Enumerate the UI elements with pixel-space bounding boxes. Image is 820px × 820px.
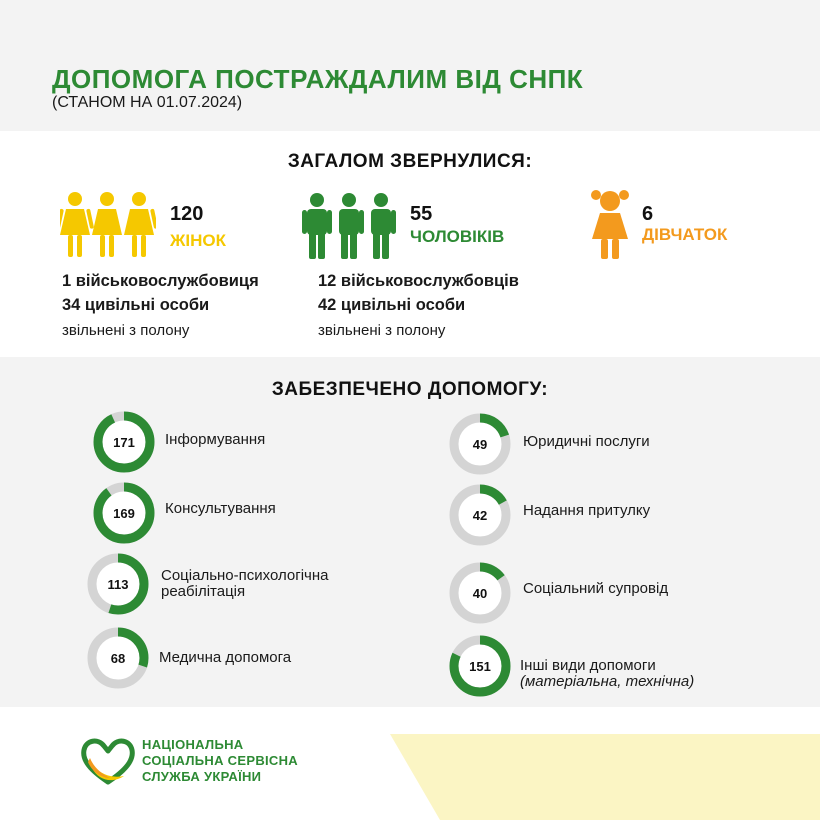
footer	[0, 707, 820, 820]
help-label: Соціальний супровід	[523, 580, 669, 597]
woman-figure-icon	[92, 192, 122, 257]
applied-heading: ЗАГАЛОМ ЗВЕРНУЛИСЯ:	[287, 151, 533, 172]
page-title: ДОПОМОГА ПОСТРАЖДАЛИМ ВІД СНПК	[52, 64, 584, 94]
help-label: Інші види допомоги (матеріальна, технічна)	[520, 657, 695, 690]
girls-count: 6	[642, 203, 654, 225]
help-label: Юридичні послуги	[523, 433, 650, 450]
help-heading: ЗАБЕЗПЕЧЕНО ДОПОМОГУ:	[271, 379, 549, 400]
help-value: 113	[107, 576, 129, 592]
org-name-line3: СЛУЖБА УКРАЇНИ	[142, 769, 262, 784]
help-label: Надання притулку	[523, 502, 651, 519]
women-group-icon	[60, 191, 156, 261]
women-count: 120	[170, 203, 204, 225]
help-label: Інформування	[165, 431, 266, 448]
header	[0, 0, 820, 131]
women-label: ЖІНОК	[170, 231, 226, 250]
women-released-note: звільнені з полону	[62, 322, 190, 339]
org-name-line1: НАЦІОНАЛЬНА	[142, 737, 244, 752]
help-value: 40	[472, 585, 488, 601]
man-figure-icon	[339, 193, 364, 259]
women-civilians: 34 цивільні особи	[62, 296, 210, 314]
help-label: Медична допомога	[159, 649, 292, 666]
help-value: 171	[113, 434, 135, 450]
woman-figure-icon	[60, 192, 94, 257]
men-civilians: 42 цивільні особи	[318, 296, 466, 314]
help-section	[0, 357, 820, 707]
help-label: Консультування	[165, 500, 276, 517]
help-label: Соціально-психологічна реабілітація	[161, 567, 329, 600]
men-military: 12 військовослужбовців	[318, 272, 519, 290]
men-label: ЧОЛОВІКІВ	[410, 227, 505, 246]
help-value: 151	[469, 658, 491, 674]
help-value: 42	[472, 507, 488, 523]
help-value: 169	[113, 505, 135, 521]
page-subtitle: (СТАНОМ НА 01.07.2024)	[52, 94, 243, 111]
org-name-line2: СОЦІАЛЬНА СЕРВІСНА	[142, 753, 298, 768]
men-count: 55	[410, 203, 433, 225]
man-figure-icon	[302, 193, 332, 259]
nssu-heart-logo-icon	[80, 736, 136, 788]
applied-section	[0, 131, 820, 357]
men-group-icon	[302, 193, 396, 259]
women-military: 1 військовослужбовиця	[62, 272, 259, 290]
help-value: 68	[110, 650, 126, 666]
help-value: 49	[472, 436, 488, 452]
girl-figure-icon	[590, 189, 630, 261]
girls-label: ДІВЧАТОК	[642, 225, 728, 244]
man-figure-icon	[371, 193, 396, 259]
woman-figure-icon	[124, 192, 156, 257]
men-released-note: звільнені з полону	[318, 322, 446, 339]
